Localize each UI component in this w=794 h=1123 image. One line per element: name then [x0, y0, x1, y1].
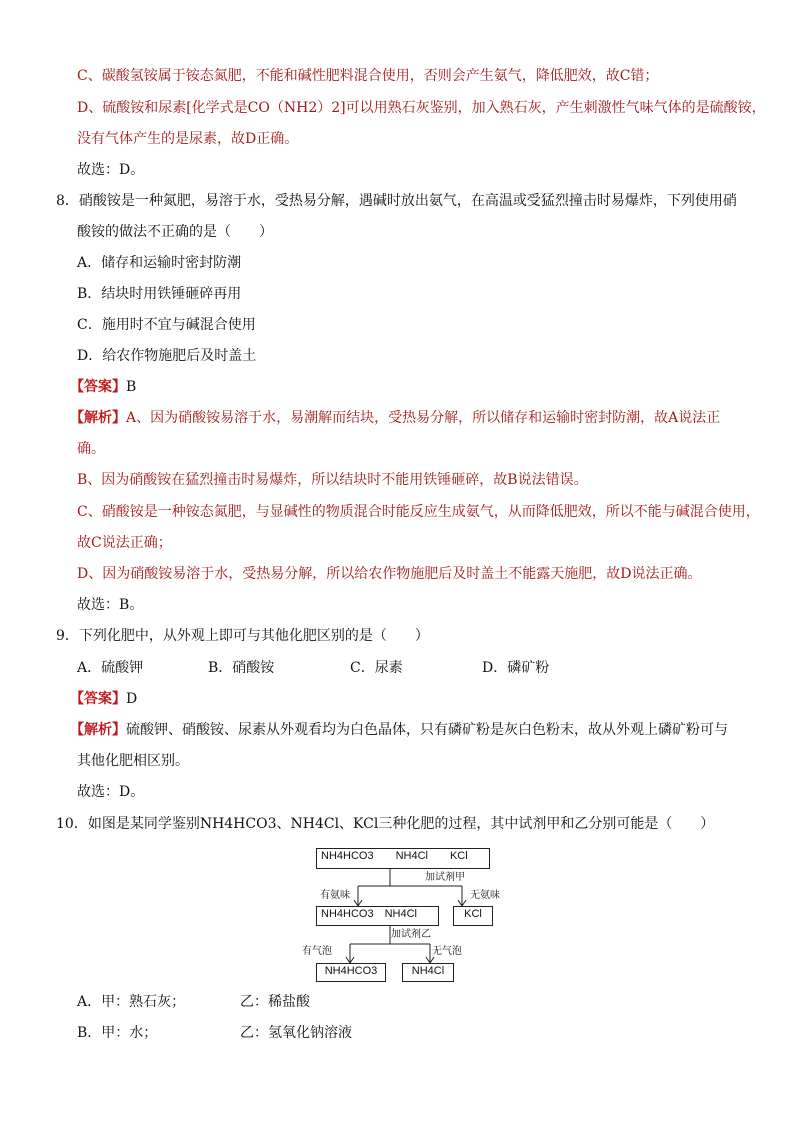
option-c-explanation: C、碳酸氢铵属于铵态氮肥，不能和碱性肥料混合使用，否则会产生氨气，降低肥效，故C错；: [77, 68, 659, 84]
q9-selection: 故选：D。: [77, 784, 145, 800]
reagent-a-label: 加试剂甲: [425, 872, 465, 883]
option-d-explanation-line2: 没有气体产生的是尿素，故D正确。: [77, 131, 299, 147]
no-ammonia-smell-label: 无氨味: [470, 890, 500, 901]
answer-value: D: [126, 691, 138, 707]
ammonium-salts-box: NH4HCO3 NH4Cl: [316, 906, 439, 926]
q8-selection: 故选：B。: [77, 597, 144, 613]
no-bubbles-label: 无气泡: [432, 946, 462, 957]
q9-option-b: B．硝酸铵: [208, 660, 275, 676]
q10-option-a-second: 乙：稀盐酸: [240, 994, 310, 1010]
answer-tag: 【答案】: [70, 379, 126, 395]
answer-value: B: [126, 379, 137, 395]
q8-stem-line2: 酸铵的做法不正确的是（ ）: [77, 224, 273, 240]
diagram-start-box: NH4HCO3 NH4Cl KCl: [316, 848, 490, 869]
option-d-explanation-line1: D、硫酸铵和尿素[化学式是CO（NH2）2]可以用熟石灰鉴别，加入熟石灰，产生刺激性气味气体的是硫酸铵，: [77, 100, 766, 116]
explanation-tag: 【解析】: [70, 410, 126, 426]
nh4hco3-result-box: NH4HCO3: [316, 963, 386, 982]
reagent-b-label: 加试剂乙: [391, 929, 431, 940]
q8-option-a: A．储存和运输时密封防潮: [77, 255, 242, 271]
q8-explanation-c2: 故C说法正确；: [77, 535, 172, 551]
q9-option-a: A．硫酸钾: [77, 660, 144, 676]
ammonia-smell-label: 有氨味: [320, 890, 350, 901]
explanation-tag: 【解析】: [70, 722, 126, 738]
q8-explanation-d: D、因为硝酸铵易溶于水，受热易分解，所以给农作物施肥后及时盖土不能露天施肥，故D说法正确。: [77, 566, 702, 582]
q8-explanation-a2: 确。: [77, 441, 105, 457]
q8-stem-line1: 8．硝酸铵是一种氮肥，易溶于水，受热易分解，遇碱时放出氨气，在高温或受猛烈撞击时易爆炸，下列使用硝: [56, 193, 737, 209]
q8-option-b: B．结块时用铁锤砸碎再用: [77, 286, 242, 302]
q9-option-d: D．磷矿粉: [482, 660, 550, 676]
q8-option-d: D．给农作物施肥后及时盖土: [77, 348, 257, 364]
q10-option-b-first: B．甲：水；: [77, 1025, 158, 1041]
nh4cl-result-box: NH4Cl: [402, 963, 454, 982]
q10-option-a-first: A．甲：熟石灰；: [77, 994, 186, 1010]
bubbles-label: 有气泡: [302, 946, 332, 957]
explanation-text: A、因为硝酸铵易溶于水，易潮解而结块，受热易分解，所以储存和运输时密封防潮，故A说法正: [126, 410, 721, 426]
q9-explanation-2: 其他化肥相区别。: [77, 753, 189, 769]
answer-tag: 【答案】: [70, 691, 126, 707]
q8-option-c: C．施用时不宜与碱混合使用: [77, 317, 256, 333]
prev-selection: 故选：D。: [77, 162, 145, 178]
q8-explanation-c1: C、硝酸铵是一种铵态氮肥，与显碱性的物质混合时能反应生成氨气，从而降低肥效，所以不能与碱混合使用，: [77, 504, 760, 520]
q9-option-c: C．尿素: [350, 660, 403, 676]
explanation-text: 硫酸钾、硝酸铵、尿素从外观看均为白色晶体，只有磷矿粉是灰白色粉末，故从外观上磷矿粉可与: [126, 722, 728, 738]
q9-stem: 9．下列化肥中，从外观上即可与其他化肥区别的是（ ）: [56, 628, 429, 644]
q10-stem: 10．如图是某同学鉴别NH4HCO3、NH4Cl、KCl三种化肥的过程，其中试剂甲和乙分别可能是（ ）: [56, 816, 715, 832]
q8-explanation-b: B、因为硝酸铵在猛烈撞击时易爆炸，所以结块时不能用铁锤砸碎，故B说法错误。: [77, 472, 588, 488]
kcl-box: KCl: [453, 906, 493, 926]
q10-option-b-second: 乙：氢氧化钠溶液: [240, 1025, 352, 1041]
